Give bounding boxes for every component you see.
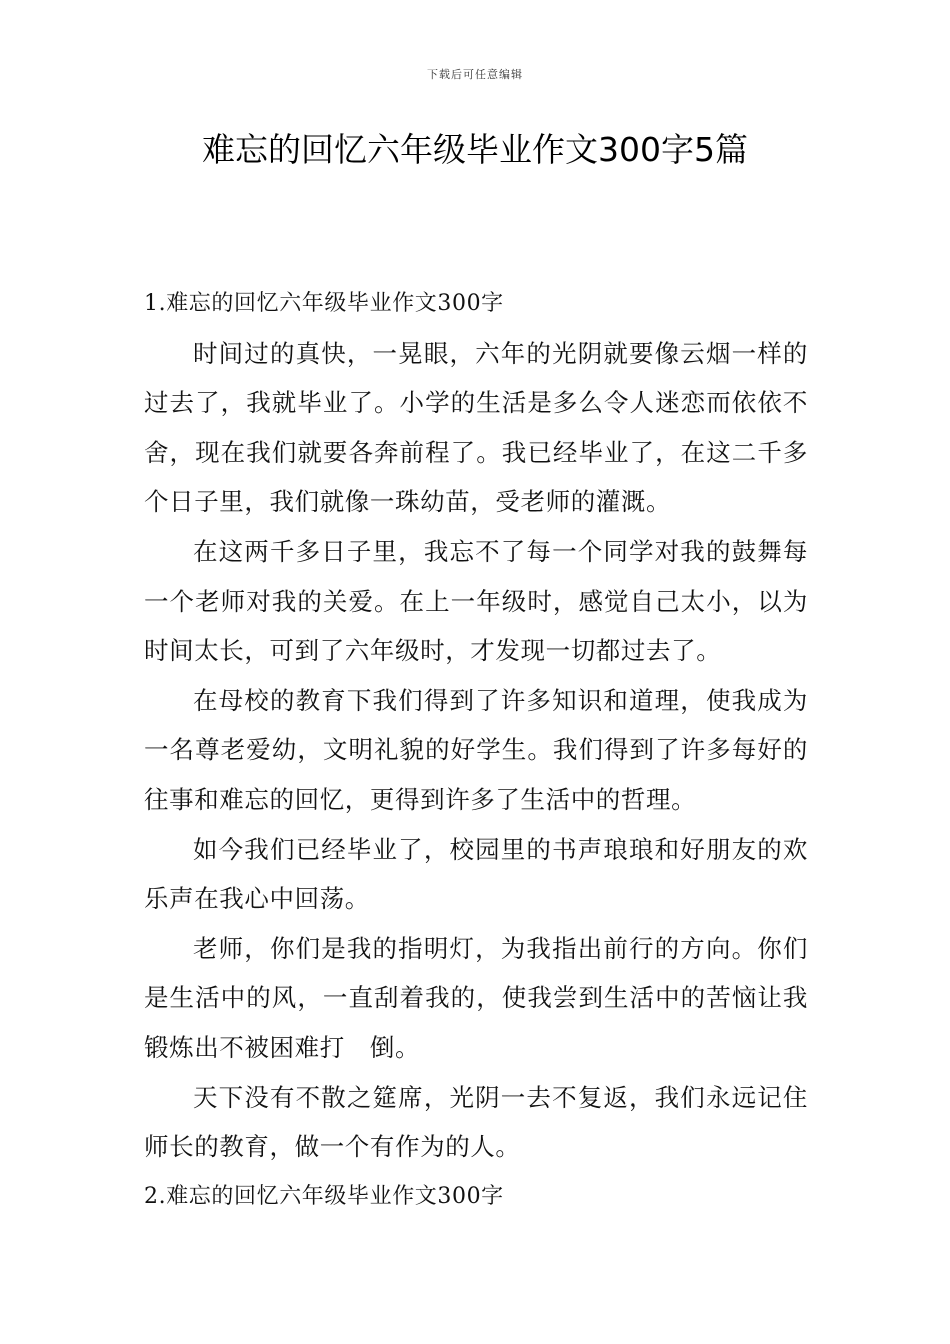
section-heading-1: 1.难忘的回忆六年级毕业作文300字: [144, 291, 504, 316]
paragraph: 在这两千多日子里，我忘不了每一个同学对我的鼓舞每一个老师对我的关爱。在上一年级时，感觉自己太小，以为时间太长，可到了六年级时，才发现一切都过去了。: [144, 536, 808, 666]
paragraph: 老师，你们是我的指明灯，为我指出前行的方向。你们是生活中的风，一直刮着我的，使我尝到生活中的苦恼让我锻炼出不被困难打 倒。: [144, 933, 808, 1062]
section-heading-2: 2.难忘的回忆六年级毕业作文300字: [144, 1183, 504, 1209]
paragraph: 如今我们已经毕业了，校园里的书声琅琅和好朋友的欢乐声在我心中回荡。: [144, 834, 808, 914]
document-body: [144, 279, 808, 1221]
header-note: 下载后可任意编辑: [427, 68, 523, 81]
paragraph: 时间过的真快，一晃眼，六年的光阴就要像云烟一样的过去了，我就毕业了。小学的生活是多么令人迷恋而依依不舍，现在我们就要各奔前程了。我已经毕业了，在这二千多个日子里，我们就像一珠幼苗，受老师的灌溉。: [144, 338, 808, 517]
paragraph: 天下没有不散之筵席，光阴一去不复返，我们永远记住师长的教育，做一个有作为的人。: [144, 1082, 808, 1162]
document-title: 难忘的回忆六年级毕业作文300字5篇: [202, 130, 748, 169]
paragraph: 在母校的教育下我们得到了许多知识和道理，使我成为一名尊老爱幼，文明礼貌的好学生。我们得到了许多每好的往事和难忘的回忆，更得到许多了生活中的哲理。: [144, 685, 808, 814]
